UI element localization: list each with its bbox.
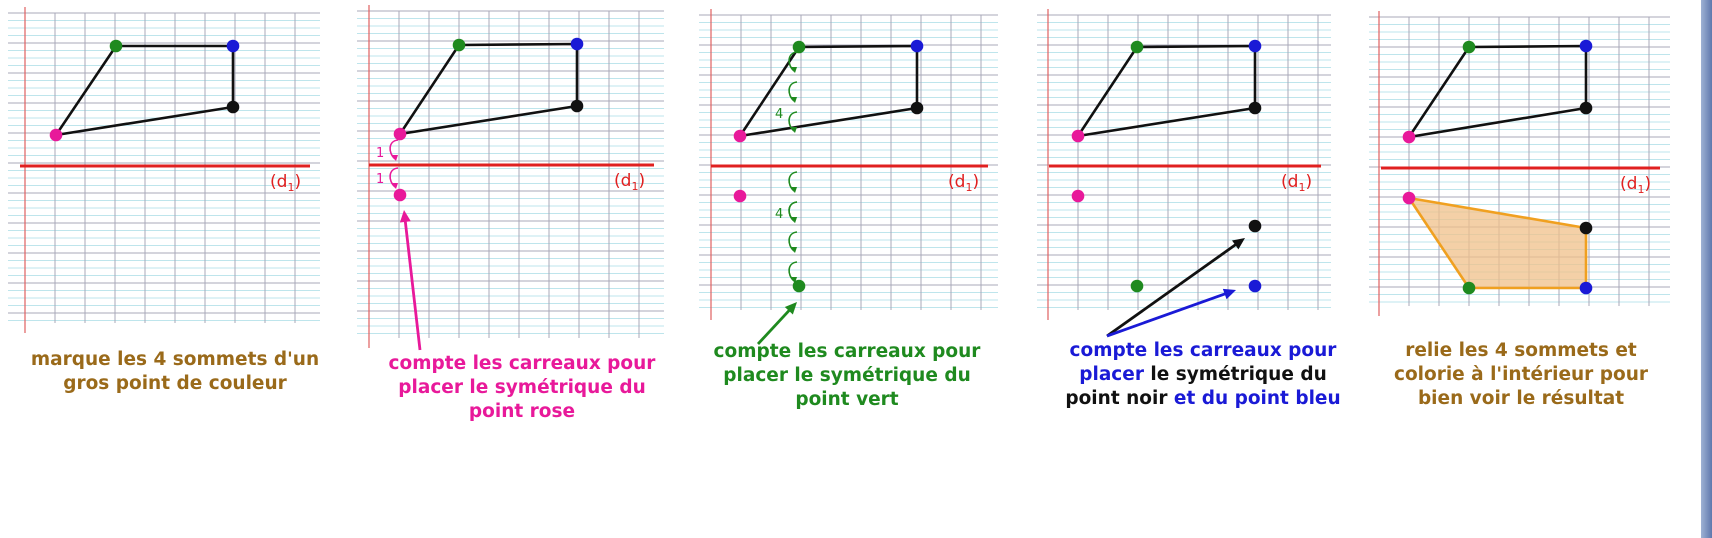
pointer-arrow-blue-head	[1223, 289, 1236, 299]
panel-step-1	[8, 7, 320, 333]
vertex-green-dot	[1131, 41, 1144, 54]
vertex-green-dot	[793, 41, 806, 54]
vertex-pink-dot	[1403, 131, 1416, 144]
panel-step-3	[699, 9, 998, 344]
axis-d1-label: $(d_1)$	[1620, 174, 1652, 196]
pointer-arrow-pink-head	[400, 210, 411, 223]
vertex-blue-dot	[1580, 40, 1593, 53]
count-hop-arrowhead	[790, 67, 797, 73]
vertex-green-dot	[453, 39, 466, 52]
vertex-black-dot	[911, 102, 924, 115]
panel-step-2	[357, 5, 664, 350]
image-black-dot	[1249, 220, 1262, 233]
count-hop-arrowhead	[391, 155, 398, 161]
window-edge-bar	[1701, 0, 1712, 538]
vertex-blue-dot	[911, 40, 924, 53]
count-label-1: 1	[376, 146, 385, 161]
image-pink-dot	[394, 189, 407, 202]
vertex-pink-dot	[50, 129, 63, 142]
pointer-arrow-black-shaft	[1107, 244, 1237, 336]
quadrilateral-outline	[740, 46, 917, 136]
vertex-blue-dot	[227, 40, 240, 53]
image-black-dot	[1580, 222, 1593, 235]
vertex-pink-dot	[1072, 130, 1085, 143]
image-pink-dot	[1072, 190, 1085, 203]
vertex-black-dot	[1249, 102, 1262, 115]
pointer-arrow-pink-shaft	[405, 220, 420, 350]
image-green-dot	[793, 280, 806, 293]
count-label-1: 1	[376, 172, 385, 187]
image-blue-dot	[1580, 282, 1593, 295]
count-hop-arrowhead	[790, 247, 797, 253]
caption-step-5: relie les 4 sommets et colorie à l'intérieur pour bien voir le résultat	[1393, 340, 1648, 409]
axis-d1-label: $(d_1)$	[948, 172, 980, 194]
image-blue-dot	[1249, 280, 1262, 293]
vertex-black-dot	[227, 101, 240, 114]
image-green-dot	[1131, 280, 1144, 293]
image-green-dot	[1463, 282, 1476, 295]
vertex-green-dot	[110, 40, 123, 53]
pointer-arrow-green-shaft	[758, 309, 790, 344]
count-hop-arrowhead	[790, 217, 797, 223]
caption-step-1: marque les 4 sommets d'un gros point de couleur	[30, 349, 320, 394]
count-hop-arrowhead	[790, 127, 797, 133]
vertex-pink-dot	[394, 128, 407, 141]
vertex-blue-dot	[1249, 40, 1262, 53]
caption-step-2: compte les carreaux pour placer le symétrique du point rose	[388, 353, 656, 422]
panel-step-4	[1037, 9, 1331, 336]
caption-step-3: compte les carreaux pour placer le symétrique du point vert	[713, 341, 981, 410]
panel-step-5	[1369, 11, 1670, 316]
image-pink-dot	[734, 190, 747, 203]
axis-d1-label: $(d_1)$	[270, 172, 302, 194]
axis-d1-label: $(d_1)$	[614, 171, 646, 193]
vertex-black-dot	[571, 100, 584, 113]
vertex-pink-dot	[734, 130, 747, 143]
vertex-black-dot	[1580, 102, 1593, 115]
count-hop-arrowhead	[391, 183, 398, 189]
vertex-blue-dot	[571, 38, 584, 51]
count-label-4: 4	[775, 207, 784, 222]
image-pink-dot	[1403, 192, 1416, 205]
vertex-green-dot	[1463, 41, 1476, 54]
caption-step-4: compte les carreaux pour placer le symétrique du point noir et du point bleu	[1065, 340, 1341, 409]
count-hop-arrowhead	[790, 97, 797, 103]
axis-d1-label: $(d_1)$	[1281, 172, 1313, 194]
count-label-4: 4	[775, 107, 784, 122]
count-hop-arrowhead	[790, 187, 797, 193]
